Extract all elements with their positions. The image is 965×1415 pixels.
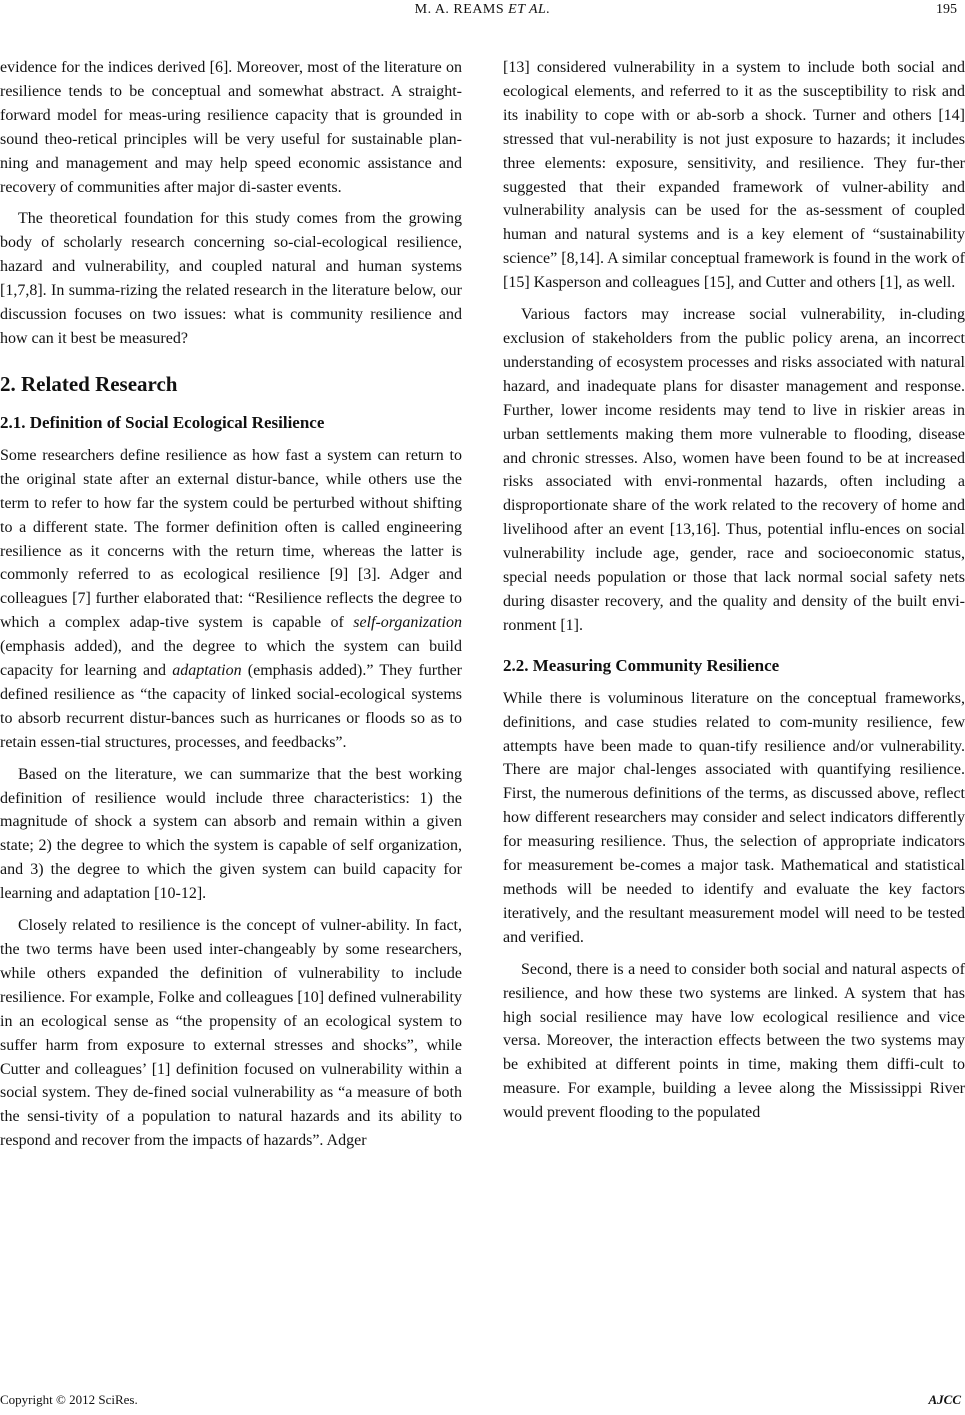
paragraph: Based on the literature, we can summarize that the best working definition of resilience would include three characteristics: 1) the magnitude of shock a system can absorb and remain within a given state; 2) the degree to which the system is capable of self organization, and 3) the degree to which the given system can build capacity for learning and adaptation [10-12]. [0, 765, 462, 903]
paragraph-text: Some researchers define resilience as how fast a system can return to the original state after an external distur-bance, while others use the term to refer to how far the system could be perturbed without shifting to a different state. The former definition often is called engineering resilience as it concerns with the return time, whereas the latter is commonly referred to as ecological resilience [9] [3]. Adger and colleagues [7] further elaborated that: “Resilience reflects the degree to which a complex adap-tive system is capable of [0, 446, 462, 632]
paragraph: evidence for the indices derived [6]. Moreover, most of the literature on resilience tends to be conceptual and somewhat abstract. A straight-forward model for meas-uring resilience capacity that is grounded in sound theo-retical principles will be very useful for sustainable plan-ning and management and may help speed economic assistance and recovery of communities after major di-saster events. [0, 59, 462, 196]
running-head [0, 2, 965, 18]
page-header [0, 0, 965, 36]
subsection-heading: 2.1. Definition of Social Ecological Resilience [0, 412, 325, 432]
page-footer [0, 1390, 965, 1412]
copyright-notice: Copyright © 2012 SciRes. [0, 1392, 138, 1407]
section-heading: 2. Related Research [0, 371, 178, 396]
paragraph [0, 444, 462, 755]
emphasis-text: self-organization [353, 614, 462, 632]
subsection-heading: 2.2. Measuring Community Resilience [503, 655, 780, 675]
right-column [503, 56, 965, 1125]
journal-abbreviation: AJCC [928, 1392, 961, 1407]
paragraph: Second, there is a need to consider both social and natural aspects of resilience, and how these two systems are linked. A system that has high social resilience may have low ecological resilience and vice versa. Moreover, the interaction effects between the two systems may be exhibited at different points in time, making them diffi-cult to measure. For example, building a levee along the Mississippi River would prevent flooding to the populated [503, 960, 965, 1122]
running-head-author: M. A. REAMS [414, 2, 505, 17]
paragraph: Various factors may increase social vulnerability, in-cluding exclusion of stakeholders from the public policy arena, an incorrect understanding of ecosystem processes and risks associated with natural hazard, and inadequate plans for disaster management and response. Further, lower income residents may tend to live in riskier areas in urban settlements making them more vulnerable to flooding, disease and chronic stresses. Also, women have been found to be at increased risks associated with envi-ronmental hazards, often including a disproportionate share of the work related to the recovery of home and livelihood after an event [13,16]. Thus, potential influ-ences on social vulnerability include age, gender, race and socioeconomic status, special needs population or those that lack normal social safety nets during disaster recovery, and the quality and density of the built envi-ronment [1]. [503, 306, 965, 634]
paragraph: Closely related to resilience is the concept of vulner-ability. In fact, the two terms have been used inter-changeably by some researchers, while others expanded the definition of vulnerability to include resilience. For example, Folke and colleagues [10] defined vulnerability in an ecological sense as “the propensity of an ecological system to suffer harm from exposure to external stresses and shocks”, while Cutter and colleagues’ [1] definition focused on vulnerability within a social system. They de-fined social vulnerability as “a measure of both the sensi-tivity of a population to natural hazards and its ability to respond and recover from the impacts of hazards”. Adger [0, 917, 462, 1150]
paragraph: The theoretical foundation for this study comes from the growing body of scholarly research concerning so-cial-ecological resilience, hazard and vulnerability, and coupled natural and human systems [1,7,8]. In summa-rizing the related research in the literature below, our discussion focuses on two issues: what is community resilience and how can it best be measured? [0, 210, 462, 347]
emphasis-text: adaptation [172, 662, 242, 680]
paragraph: While there is voluminous literature on the conceptual frameworks, definitions, and case studies related to com-munity resilience, few attempts have been made to quan-tify resilience and/or vulnerability. There are major chal-lenges associated with quantifying resilience. First, the numerous definitions of the terms, as discussed above, reflect how different researchers may consider and select indicators differently for measuring resilience. Thus, the selection of appropriate indicators for measurement be-comes a major task. Mathematical and statistical methods will be needed to identify and evaluate the key factors iteratively, and the resultant measurement model will need to be tested and verified. [503, 689, 965, 946]
running-head-etal: ET AL. [508, 2, 551, 17]
paragraph-text: (emphasis added), and the degree to which the system can build capacity for learning and [0, 638, 462, 680]
paragraph: [13] considered vulnerability in a system to include both social and ecological elements, and referred to it as the susceptibility to risk and its inability to cope with or ab-sorb a shock. Turner and others [14] stressed that vul-nerability is not just exposure to hazards; it includes three elements: exposure, sensitivity, and resilience. They fur-ther suggested that their expanded framework of vulner-ability and vulnerability analysis can be used for the as-sessment of coupled human and natural systems and is a key element of “sustainability science” [8,14]. A similar conceptual framework is found in the work of [15] Kasperson and colleagues [15], and Cutter and others [1], as well. [503, 59, 965, 292]
left-column [0, 56, 462, 1153]
page-number: 195 [936, 2, 957, 17]
paragraph-text: (emphasis added).” They further defined resilience as “the capacity of linked social-ecological systems to absorb recurrent distur-bances such as hurricanes or floods so as to retain essen-tial structures, processes, and feedbacks”. [0, 662, 462, 751]
